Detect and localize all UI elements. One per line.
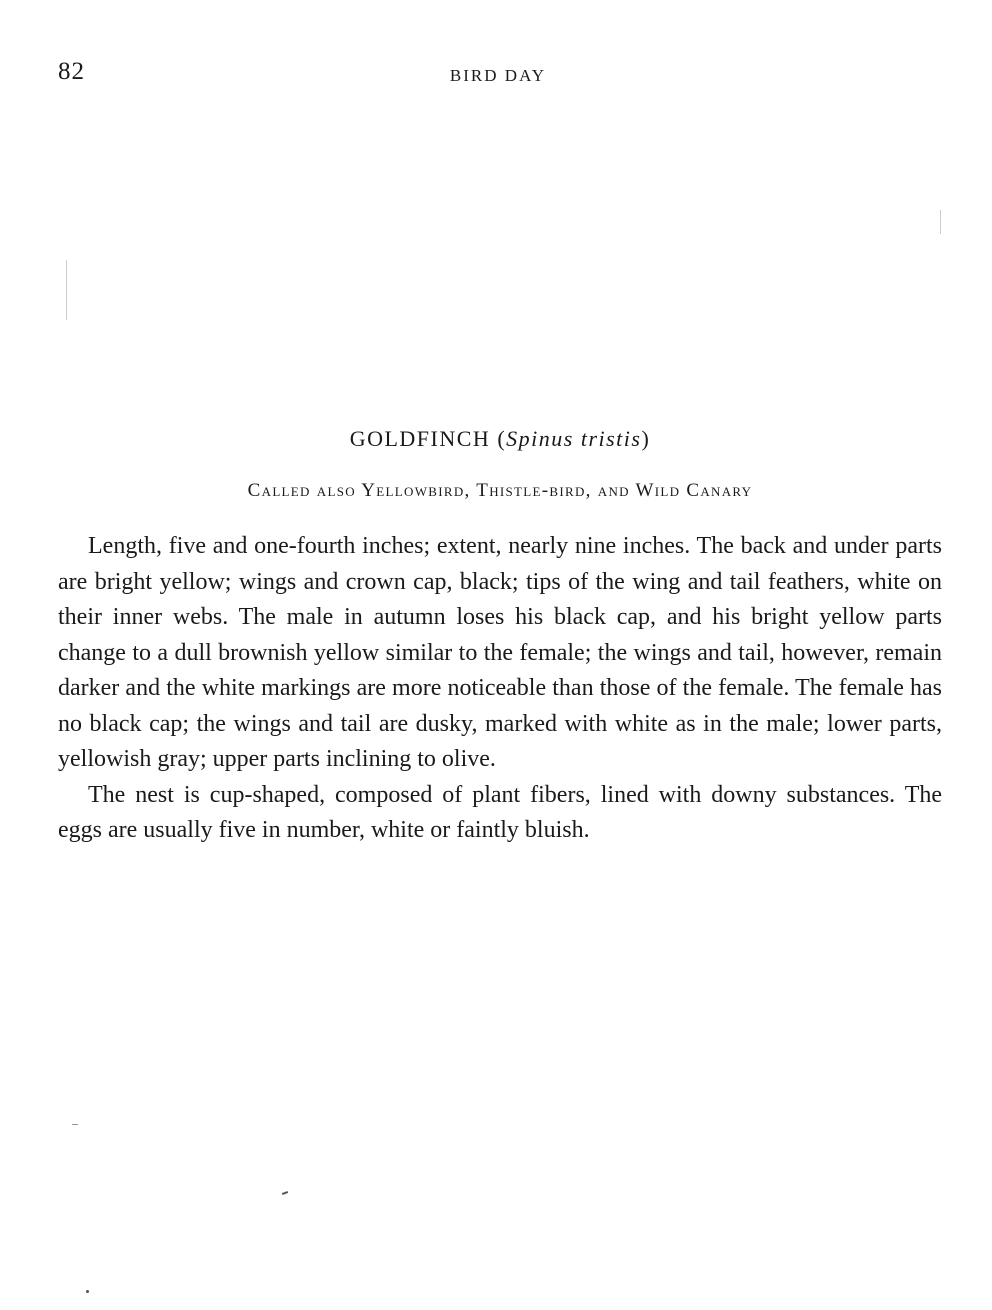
title-close-paren: ): [641, 426, 651, 451]
paragraph-description: Length, five and one-fourth inches; extent, nearly nine inches. The back and under parts are bright yellow; wings and crown cap, black; tips of the wing and tail feathers, white on their inner webs. The male in autumn loses his black cap, and his bright yellow parts change to a dull brownish yellow similar to the female; the wings and tail, however, remain darker and the white markings are more noticeable than those of the female. The female has no black cap; the wings and tail are dusky, marked with white as in the male; lower parts, yellowish gray; upper parts inclining to olive.: [58, 533, 942, 772]
paragraph-nest: The nest is cup-shaped, composed of plant fibers, lined with downy substances. The eggs are usually five in number, white or faintly bluish.: [58, 781, 942, 843]
page-number: 82: [58, 58, 85, 85]
scan-speck: [86, 1290, 89, 1293]
title-common-name: GOLDFINCH: [349, 426, 491, 451]
scan-speck: [72, 1124, 78, 1125]
running-head: BIRD DAY: [449, 66, 547, 85]
article-title: [208, 426, 792, 452]
article-body: [58, 529, 942, 849]
title-open-paren: (: [490, 426, 507, 451]
scan-speck: [66, 260, 67, 320]
scan-speck: [940, 210, 941, 234]
article-subtitle: Called also Yellowbird, Thistle-bird, and Wild Canary: [247, 480, 753, 501]
scan-speck: [282, 1191, 288, 1195]
title-latin-name: Spinus tristis: [506, 426, 642, 451]
